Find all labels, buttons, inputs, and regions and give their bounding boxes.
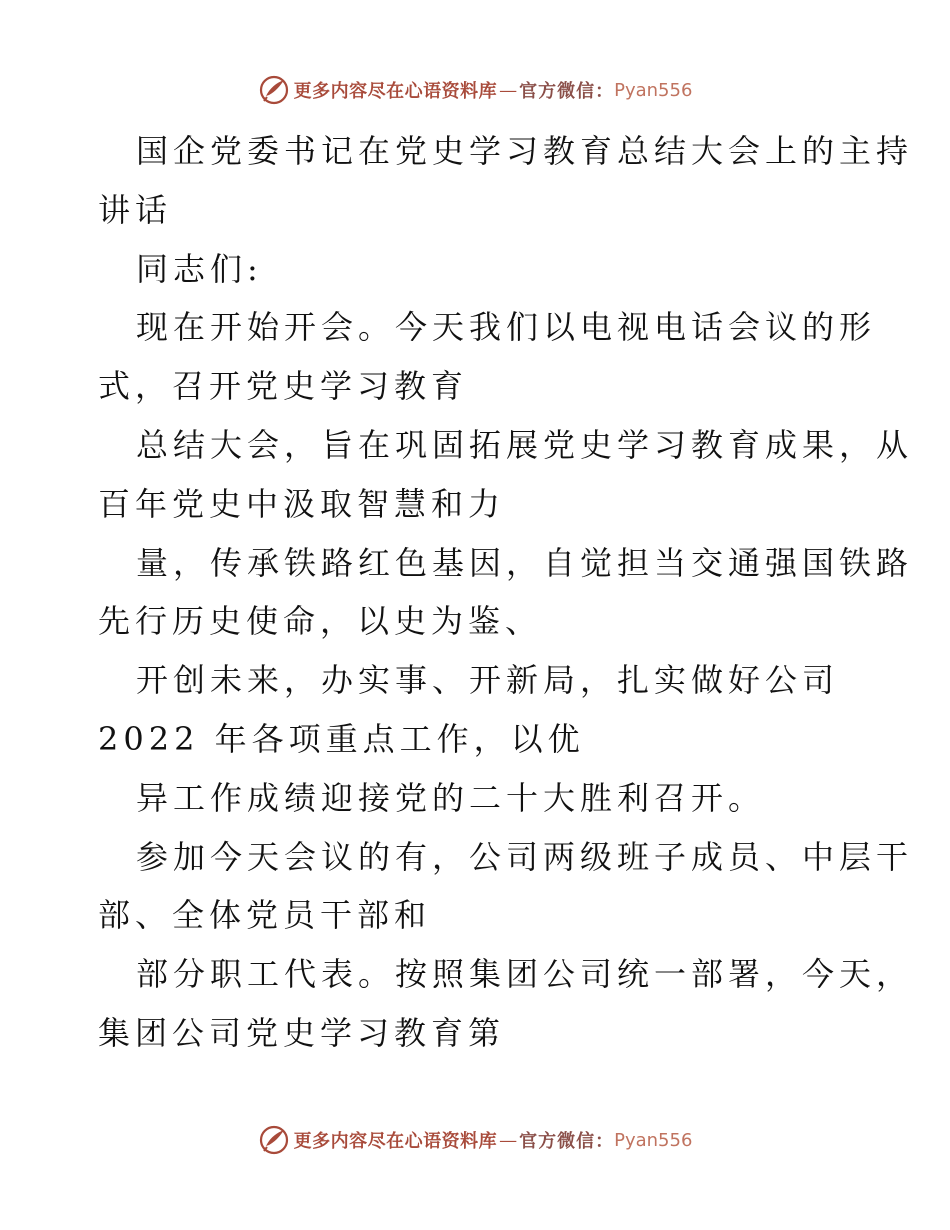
watermark-wechat-id: Pyan556: [614, 1129, 693, 1151]
watermark-wechat-label: 官方微信：: [519, 81, 615, 102]
text-line: 集团公司党史学习教育第: [98, 1013, 506, 1052]
watermark-wechat-id: Pyan556: [614, 79, 693, 101]
watermark-wechat-label: 官方微信：: [519, 1131, 615, 1152]
document-body: [98, 122, 914, 1063]
watermark-brand-text: 更多内容尽在心语资料库: [293, 81, 498, 102]
text-line: 2022 年各项重点工作，以优: [98, 719, 585, 758]
text-line: 讲话: [98, 190, 173, 229]
text-line: 式，召开党史学习教育: [98, 367, 469, 406]
text-line: 总结大会，旨在巩固拓展党史学习教育成果，从: [136, 425, 914, 464]
watermark-brand-text: 更多内容尽在心语资料库: [293, 1131, 498, 1152]
text-line: 量，传承铁路红色基因，自觉担当交通强国铁路: [136, 543, 914, 582]
quill-pen-logo-icon: [258, 1124, 290, 1156]
watermark-dash: —: [499, 79, 518, 101]
header-watermark: [0, 70, 950, 110]
text-line: 参加今天会议的有，公司两级班子成员、中层干: [136, 837, 914, 876]
text-line: 异工作成绩迎接党的二十大胜利召开。: [136, 778, 766, 817]
watermark-dash: —: [499, 1129, 518, 1151]
text-line: 百年党史中汲取智慧和力: [98, 484, 506, 523]
text-line: 国企党委书记在党史学习教育总结大会上的主持: [136, 132, 914, 170]
text-line: 同志们:: [136, 249, 263, 288]
text-line: 现在开始开会。今天我们以电视电话会议的形: [136, 308, 877, 347]
text-line: 部分职工代表。按照集团公司统一部署，今天，: [136, 955, 914, 994]
text-line: 开创未来，办实事、开新局，扎实做好公司: [136, 661, 840, 700]
quill-pen-logo-icon: [258, 74, 290, 106]
text-line: 先行历史使命，以史为鉴、: [98, 602, 543, 641]
text-line: 部、全体党员干部和: [98, 896, 432, 935]
footer-watermark: [0, 1120, 950, 1160]
